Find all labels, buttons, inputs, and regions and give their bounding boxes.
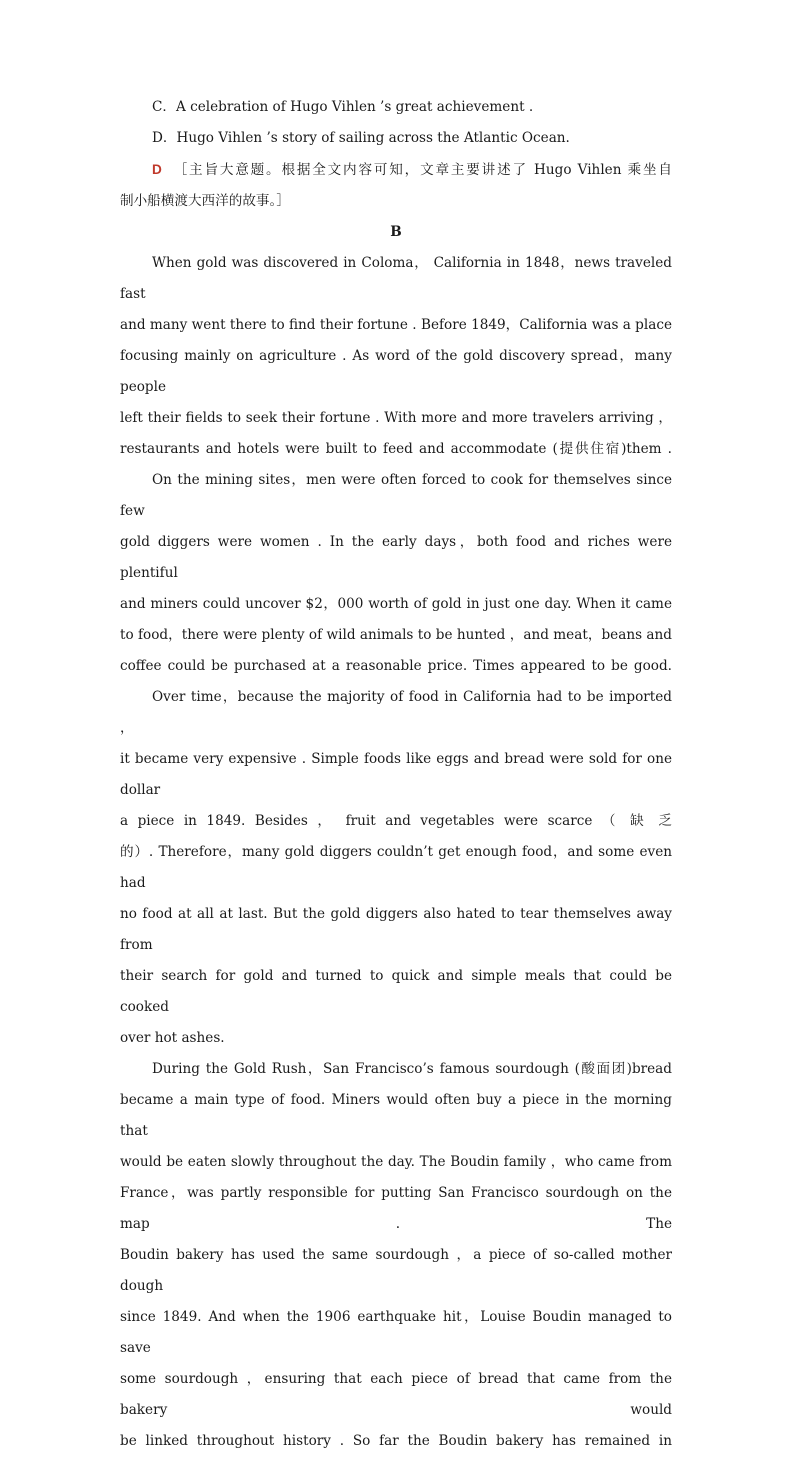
paragraph-line: a piece in 1849. Besides ， fruit and vegetables were scarce （ 缺 乏 — [120, 813, 672, 829]
paragraph-line: since 1849. And when the 1906 earthquake hit，Louise Boudin managed to save — [120, 1309, 672, 1356]
paragraph-line: When gold was discovered in Coloma， California in 1848，news traveled fast — [120, 255, 672, 302]
paragraph-line: On the mining sites，men were often forced to cook for themselves since few — [120, 472, 672, 519]
paragraph-line: would be eaten slowly throughout the day. The Boudin family ，who came from — [120, 1154, 672, 1170]
paragraph-line: coffee could be purchased at a reasonable price. Times appeared to be good. — [120, 658, 672, 674]
paragraph-line: France，was partly responsible for putting San Francisco sourdough on the map . The — [120, 1185, 672, 1232]
option-d: D．Hugo Vihlen ’s story of sailing across the Atlantic Ocean. — [152, 130, 570, 146]
paragraph-4 — [120, 1054, 672, 1457]
paragraph-line: Over time，because the majority of food in California had to be imported ， — [120, 689, 672, 736]
paragraph-line: focusing mainly on agriculture . As word of the gold discovery spread，many people — [120, 348, 672, 395]
paragraph-line: to food，there were plenty of wild animals to be hunted ，and meat，beans and — [120, 627, 672, 643]
paragraph-line: be linked throughout history . So far the Boudin bakery has remained in — [120, 1433, 672, 1449]
answer-text-1: ［主旨大意题。根据全文内容可知，文章主要讲述了 Hugo Vihlen 乘坐自 — [171, 162, 672, 178]
paragraph-line: no food at all at last. But the gold diggers also hated to tear themselves away from — [120, 906, 672, 953]
paragraph-line: 的）. Therefore，many gold diggers couldn’t get enough food，and some even had — [120, 844, 672, 891]
paragraph-3 — [120, 682, 672, 1054]
paragraph-line: During the Gold Rush，San Francisco’s famous sourdough (酸面团)bread — [152, 1061, 672, 1077]
paragraph-line: became a main type of food. Miners would often buy a piece in the morning that — [120, 1092, 672, 1139]
option-c: C．A celebration of Hugo Vihlen ’s great achievement . — [152, 99, 534, 115]
paragraph-line: over hot ashes. — [120, 1030, 225, 1046]
paragraph-line: restaurants and hotels were built to feed and accommodate (提供住宿)them . — [120, 441, 672, 457]
answer-line-2: 制小船横渡大西洋的故事。］ — [120, 193, 290, 209]
paragraph-line: and many went there to find their fortune . Before 1849，California was a place — [120, 317, 672, 333]
answer-explanation — [120, 154, 672, 186]
paragraph-line: and miners could uncover $2，000 worth of gold in just one day. When it came — [120, 596, 672, 612]
paragraph-line: gold diggers were women . In the early days，both food and riches were plentiful — [120, 534, 672, 581]
paragraph-line: some sourdough ，ensuring that each piece of bread that came from the bakery would — [120, 1371, 672, 1418]
section-title: B — [390, 224, 402, 240]
answer-line-1 — [152, 154, 672, 186]
paragraph-2 — [120, 465, 672, 682]
paragraph-1 — [120, 248, 672, 465]
paragraph-line: left their fields to seek their fortune . With more and more travelers arriving ， — [120, 410, 672, 426]
paragraph-line: Boudin bakery has used the same sourdough ，a piece of so-called mother dough — [120, 1247, 672, 1294]
paragraph-line: their search for gold and turned to quick and simple meals that could be cooked — [120, 968, 672, 1015]
answer-key: D — [152, 162, 162, 177]
paragraph-line: it became very expensive . Simple foods like eggs and bread were sold for one dollar — [120, 751, 672, 798]
document-page — [120, 92, 672, 1457]
